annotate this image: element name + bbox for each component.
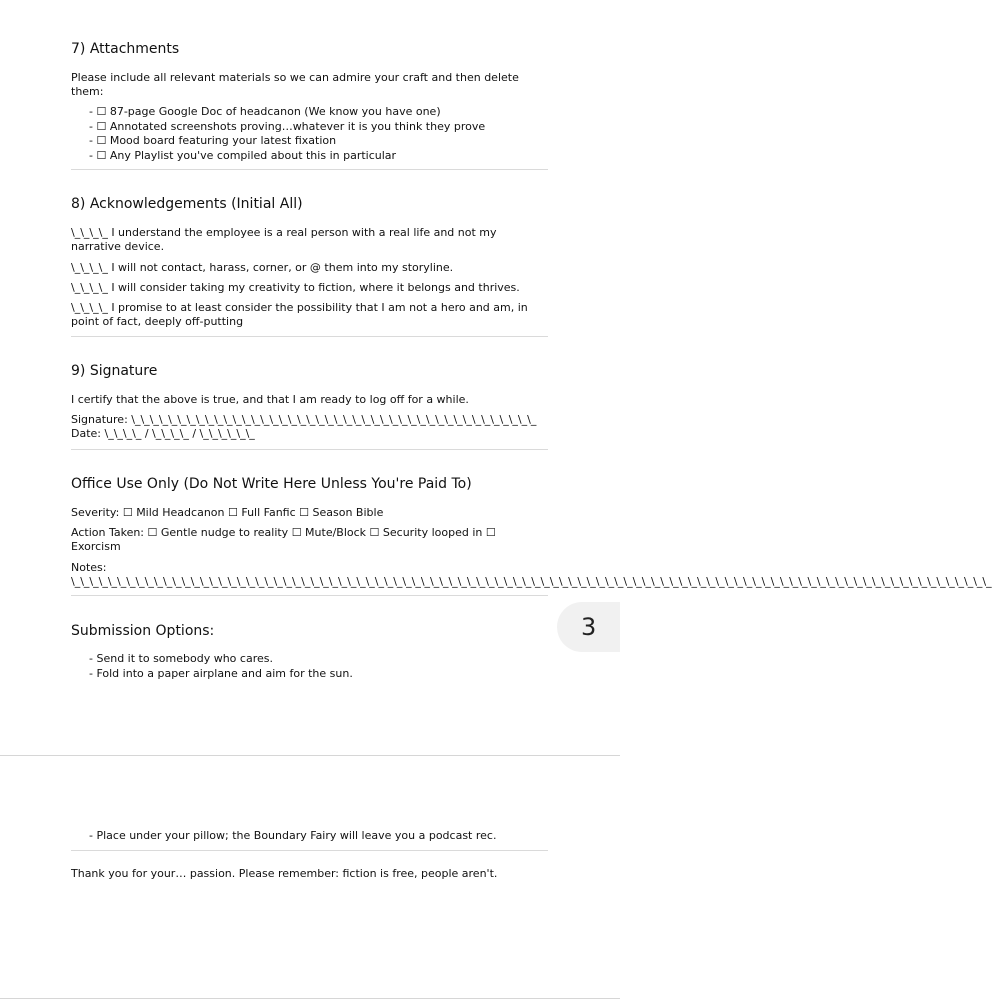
closing-text: Thank you for your… passion. Please remember: fiction is free, people aren't. <box>71 867 498 880</box>
certify-text: I certify that the above is true, and that I am ready to log off for a while. <box>71 393 469 406</box>
acknowledgement-item: \_\_\_\_ I will not contact, harass, corner, or @ them into my storyline. <box>71 261 454 274</box>
divider <box>71 449 548 450</box>
signature-heading: 9) Signature <box>71 363 158 379</box>
list-item: - Place under your pillow; the Boundary Fairy will leave you a podcast rec. <box>89 829 497 842</box>
list-item: - ☐ Mood board featuring your latest fixation <box>89 134 337 147</box>
acknowledgements-heading: 8) Acknowledgements (Initial All) <box>71 196 303 212</box>
attachments-intro: Please include all relevant materials so we can admire your craft and then delete them: <box>71 71 519 98</box>
signature-line: Signature: \_\_\_\_\_\_\_\_\_\_\_\_\_\_\_\_\_\_\_\_\_\_\_\_\_\_\_\_\_\_\_\_\_\_\_\_\_\_\_\_\_\_\_\_ Date: \_\_\_\_ / \_\_\_\_ / \_\_\_\_\_\_ <box>71 413 537 440</box>
divider <box>71 850 548 851</box>
list-item: - ☐ Any Playlist you've compiled about this in particular <box>89 148 397 162</box>
divider <box>71 595 548 596</box>
attachments-list <box>71 105 566 163</box>
submission-list-continued <box>71 829 566 844</box>
acknowledgement-item: \_\_\_\_ I promise to at least consider the possibility that I am not a hero and am, in point of fact, deeply off-putting <box>71 301 528 328</box>
submission-list <box>71 652 566 681</box>
notes-line: Notes: \_\_\_\_\_\_\_\_\_\_\_\_\_\_\_\_\_\_\_\_\_\_\_\_\_\_\_\_\_\_\_\_\_\_\_\_\_\_\_\_\_\_\_\_\_\_\_\_\_\_\_\_\_\_\_\_\_\_\_\_\_\_\_\_\_\_\_\_\_\_\_\_\_\_\_\_\_\_\_\_\_\_\_\_\_\_\_\_\_\_\_\_\_\_\_\_\_\_\_\_ <box>71 561 992 588</box>
acknowledgement-item: \_\_\_\_ I will consider taking my creativity to fiction, where it belongs and thrives. <box>71 281 520 294</box>
severity-line: Severity: ☐ Mild Headcanon ☐ Full Fanfic ☐ Season Bible <box>71 506 384 519</box>
submission-heading: Submission Options: <box>71 623 215 639</box>
list-item: - ☐ Annotated screenshots proving…whatever it is you think they prove <box>89 119 486 133</box>
page-4 <box>0 756 620 999</box>
acknowledgement-item: \_\_\_\_ I understand the employee is a real person with a real life and not my narrative device. <box>71 226 497 253</box>
office-use-heading: Office Use Only (Do Not Write Here Unless You're Paid To) <box>71 476 472 492</box>
list-item: - Fold into a paper airplane and aim for the sun. <box>89 666 353 680</box>
page-number-indicator <box>557 602 620 652</box>
divider <box>71 336 548 337</box>
list-item: - Send it to somebody who cares. <box>89 652 273 665</box>
list-item: - ☐ 87-page Google Doc of headcanon (We know you have one) <box>89 105 441 118</box>
divider <box>71 169 548 170</box>
attachments-heading: 7) Attachments <box>71 41 180 57</box>
page-bottom-edge <box>0 998 620 999</box>
action-taken-line: Action Taken: ☐ Gentle nudge to reality ☐ Mute/Block ☐ Security looped in ☐ Exorcism <box>71 526 496 553</box>
page-number: 3 <box>581 613 597 641</box>
